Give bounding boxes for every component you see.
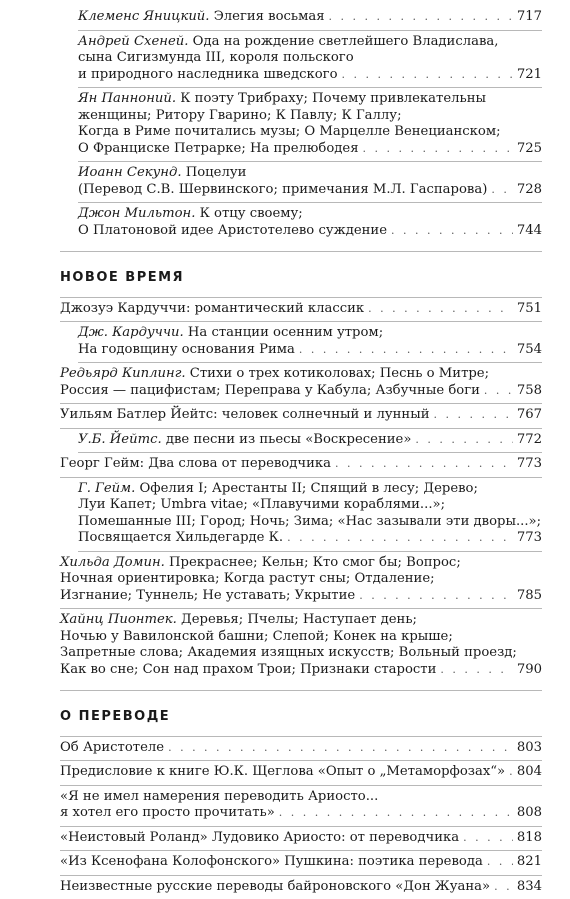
- toc-page-number: 772: [517, 432, 542, 449]
- leader-dots: [509, 764, 513, 781]
- toc-entry[interactable]: [60, 363, 542, 404]
- toc-title-line: Луи Капет; Umbra vitae; «Плавучими кораблями...»;: [78, 497, 542, 514]
- leader-dots: [335, 456, 513, 473]
- toc-section-new-time: [60, 297, 542, 692]
- toc-title-line: Как во сне; Сон над прахом Трои; Признаки старости: [60, 662, 436, 679]
- leader-dots: [440, 662, 512, 679]
- toc-title: «Неистовый Роланд» Лудовико Ариосто: от переводчика: [60, 830, 459, 847]
- leader-dots: [363, 141, 513, 158]
- toc-author: Г. Гейм.: [78, 481, 135, 496]
- toc-entry[interactable]: [78, 88, 542, 162]
- toc-entry[interactable]: [60, 827, 542, 852]
- leader-dots: [359, 588, 513, 605]
- toc-author: Хайнц Пионтек.: [60, 612, 177, 627]
- toc-page-number: 804: [517, 764, 542, 781]
- toc-title-line: Когда в Риме почитались музы; О Марцелле Венецианском;: [78, 124, 542, 141]
- toc-title: К поэту Трибраху; Почему привлекательны: [176, 91, 486, 106]
- toc-section-translation: [60, 736, 542, 899]
- toc-title-line: (Перевод С.В. Шервинского; примечания М.Л. Гаспарова): [78, 182, 487, 199]
- toc-title: Офелия I; Арестанты II; Спящий в лесу; Дерево;: [135, 481, 478, 496]
- toc-title: Стихи о трех котиколовах; Песнь о Митре;: [186, 366, 489, 381]
- toc-page-number: 818: [517, 830, 542, 847]
- toc-page-number: 790: [517, 662, 542, 679]
- toc-author: Хильда Домин.: [60, 555, 165, 570]
- toc-page-number: 725: [517, 141, 542, 158]
- toc-page-number: 803: [517, 740, 542, 757]
- toc-title: «Из Ксенофана Колофонского» Пушкина: поэтика перевода: [60, 854, 483, 871]
- leader-dots: [487, 854, 513, 871]
- toc-top-group: [60, 6, 542, 252]
- toc-title-line: Посвящается Хильдегарде К.: [78, 530, 283, 547]
- leader-dots: [368, 301, 513, 318]
- leader-dots: [342, 67, 513, 84]
- toc-title-line: Запретные слова; Академия изящных искусств; Вольный проезд;: [60, 645, 542, 662]
- leader-dots: [484, 383, 513, 400]
- toc-page-number: 758: [517, 383, 542, 400]
- toc-entry[interactable]: [78, 31, 542, 89]
- section-heading-translation: О ПЕРЕВОДЕ: [60, 709, 542, 726]
- toc-title: Неизвестные русские переводы байроновского «Дон Жуана»: [60, 879, 490, 896]
- leader-dots: [463, 830, 513, 847]
- toc-author: Андрей Схеней.: [78, 34, 188, 49]
- toc-title-line: я хотел его просто прочитать»: [60, 805, 275, 822]
- toc-title: Элегия восьмая: [210, 9, 325, 24]
- toc-author: Редьярд Киплинг.: [60, 366, 186, 381]
- toc-entry[interactable]: [78, 478, 542, 552]
- toc-entry[interactable]: [78, 162, 542, 203]
- toc-title: К отцу своему;: [195, 206, 302, 221]
- toc-author: Иоанн Секунд.: [78, 165, 182, 180]
- toc-entry[interactable]: [78, 429, 542, 454]
- toc-title-line: Россия — пацифистам; Переправа у Кабула; Азбучные боги: [60, 383, 480, 400]
- toc-author: Дж. Кардуччи.: [78, 325, 184, 340]
- toc-author: Ян Панноний.: [78, 91, 176, 106]
- toc-title: Джозуэ Кардуччи: романтический классик: [60, 301, 364, 318]
- leader-dots: [329, 9, 513, 26]
- toc-title: Поцелуи: [182, 165, 247, 180]
- toc-page-number: 773: [517, 530, 542, 547]
- toc-entry[interactable]: [60, 876, 542, 899]
- toc-author: У.Б. Йейтс.: [78, 432, 162, 447]
- toc-page-number: 721: [517, 67, 542, 84]
- toc-title-line: Помешанные III; Город; Ночь; Зима; «Нас зазывали эти дворы...»;: [78, 514, 542, 531]
- toc-page-number: 821: [517, 854, 542, 871]
- toc-title: Георг Гейм: Два слова от переводчика: [60, 456, 331, 473]
- toc-title: Деревья; Пчелы; Наступает день;: [177, 612, 417, 627]
- toc-page-number: 785: [517, 588, 542, 605]
- toc-title-line: Ночью у Вавилонской башни; Слепой; Конек на крыше;: [60, 629, 542, 646]
- toc-title-line: женщины; Ритору Гварино; К Павлу; К Галлу;: [78, 108, 542, 125]
- leader-dots: [434, 407, 513, 424]
- toc-title-line: сына Сигизмунда III, короля польского: [78, 50, 542, 67]
- toc-title-line: Ночная ориентировка; Когда растут сны; Отдаление;: [60, 571, 542, 588]
- toc-title: Ода на рождение светлейшего Владислава,: [188, 34, 498, 49]
- toc-entry[interactable]: [60, 786, 542, 827]
- toc-entry[interactable]: [60, 453, 542, 478]
- toc-page-number: 744: [517, 223, 542, 240]
- toc-entry[interactable]: [60, 737, 542, 762]
- leader-dots: [415, 432, 512, 449]
- toc-title: Прекраснее; Кельн; Кто смог бы; Вопрос;: [165, 555, 461, 570]
- toc-page-number: 728: [517, 182, 542, 199]
- toc-entry[interactable]: [60, 761, 542, 786]
- toc-page-number: 808: [517, 805, 542, 822]
- toc-title: Об Аристотеле: [60, 740, 164, 757]
- toc-title-line: О Франциске Петрарке; На прелюбодея: [78, 141, 359, 158]
- leader-dots: [391, 223, 513, 240]
- leader-dots: [299, 342, 513, 359]
- toc-author: Клеменс Яницкий.: [78, 9, 210, 24]
- toc-entry[interactable]: [78, 322, 542, 363]
- toc-entry[interactable]: [60, 404, 542, 429]
- toc-title-line: и природного наследника шведского: [78, 67, 338, 84]
- toc-author: Джон Мильтон.: [78, 206, 195, 221]
- leader-dots: [287, 530, 513, 547]
- leader-dots: [168, 740, 513, 757]
- toc-page-number: 717: [517, 9, 542, 26]
- toc-title-line: О Платоновой идее Аристотелево суждение: [78, 223, 387, 240]
- toc-entry[interactable]: [60, 298, 542, 323]
- toc-page-number: 751: [517, 301, 542, 318]
- toc-entry[interactable]: [60, 552, 542, 610]
- toc-page-number: 773: [517, 456, 542, 473]
- toc-page-number: 834: [517, 879, 542, 896]
- toc-entry[interactable]: [60, 851, 542, 876]
- toc-title: На станции осенним утром;: [184, 325, 383, 340]
- toc-page-number: 767: [517, 407, 542, 424]
- toc-entry[interactable]: [78, 203, 542, 243]
- toc-entry[interactable]: [78, 6, 542, 31]
- toc-title-line: На годовщину основания Рима: [78, 342, 295, 359]
- leader-dots: [491, 182, 512, 199]
- toc-title: две песни из пьесы «Воскресение»: [162, 432, 412, 447]
- toc-entry[interactable]: [60, 609, 542, 682]
- toc-title-line: Изгнание; Туннель; Не уставать; Укрытие: [60, 588, 355, 605]
- section-heading-new-time: НОВОЕ ВРЕМЯ: [60, 270, 542, 287]
- toc-title: «Я не имел намерения переводить Ариосто...: [60, 789, 542, 806]
- toc-title: Предисловие к книге Ю.К. Щеглова «Опыт о „Метаморфозах“»: [60, 764, 505, 781]
- toc-title: Уильям Батлер Йейтс: человек солнечный и лунный: [60, 407, 430, 424]
- leader-dots: [279, 805, 513, 822]
- toc-page: [60, 6, 542, 899]
- toc-page-number: 754: [517, 342, 542, 359]
